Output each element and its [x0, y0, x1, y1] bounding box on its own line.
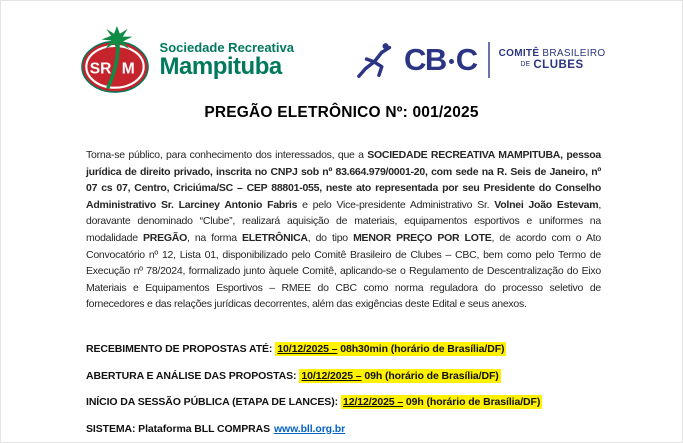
schedule-label: RECEBIMENTO DE PROPOSTAS ATÉ:	[86, 343, 273, 355]
system-line	[86, 423, 622, 435]
schedule-row-public-session	[86, 396, 622, 408]
svg-text:M: M	[121, 60, 135, 78]
svg-text:SR: SR	[89, 60, 111, 78]
highlighted-datetime: 12/12/2025 – 09h (horário de Brasília/DF)	[343, 396, 541, 408]
cbc-dot-icon	[449, 59, 454, 64]
document-title: PREGÃO ELETRÔNICO Nº: 001/2025	[204, 104, 479, 121]
highlighted-datetime: 10/12/2025 – 09h (horário de Brasília/DF)	[301, 369, 499, 382]
schedule-block	[86, 343, 622, 435]
srm-logo	[78, 25, 294, 95]
schedule-label: ABERTURA E ANÁLISE DAS PROPOSTAS:	[86, 369, 297, 382]
schedule-row-proposals-opening	[86, 370, 622, 382]
schedule-row-proposals-deadline	[86, 343, 622, 355]
cbc-runner-icon	[356, 39, 398, 81]
cbc-caption: COMITÊ BRASILEIRO DE CLUBES	[498, 47, 606, 72]
cbc-divider	[488, 42, 490, 78]
srm-org-line1: Sociedade Recreativa	[159, 39, 294, 55]
srm-wordmark	[160, 41, 294, 80]
intro-paragraph: Torna-se público, para conhecimento dos interessados, que a SOCIEDADE RECREATIVA MAMPITUBA, pessoa jurídica de direito privado, inscrita no CNPJ sob nº 83.664.979/0001-20, com sede na R. Seis de Janeiro, nº 07 cs 07, Centro, Criciúma/SC – CEP 88801-055, neste ato representada por seu Presidente do Conselho Administrativo Sr. Larciney Antonio Fabris e pelo Vice-presidente Administrativo Sr. Volnei João Estevam, doravante denominado “Clube”, realizará aquisição de materiais, equipamentos esportivos e uniformes na modalidade PREGÃO, na forma ELETRÔNICA, do tipo MENOR PREÇO POR LOTE, de acordo com o Ato Convocatório nº 12, Lista 01, disponibilizado pelo Comitê Brasileiro de Clubes – CBC, bem como pelo Termo de Execução nº 78/2024, formalizado junto àquele Comitê, aplicando-se o Regulamento de Descentralização do Eixo Materiais e Equipamentos Esportivos – RMEE do CBC como norma reguladora do processo seletivo de fornecedores e das relações jurídicas decorrentes, além das exigências deste Edital e seus anexos.	[86, 149, 602, 311]
srm-org-line2: Mampituba	[159, 53, 282, 81]
cbc-acronym: CB C	[403, 42, 477, 77]
srm-emblem-icon	[78, 25, 152, 95]
header	[1, 25, 682, 95]
cbc-logo	[356, 39, 605, 81]
system-label: SISTEMA: Plataforma BLL COMPRAS	[86, 422, 270, 435]
schedule-label: INÍCIO DA SESSÃO PÚBLICA (ETAPA DE LANCES):	[86, 396, 338, 408]
highlighted-datetime: 10/12/2025 – 08h30min (horário de Brasília/DF)	[277, 343, 505, 355]
bll-link[interactable]: www.bll.org.br	[273, 422, 346, 435]
